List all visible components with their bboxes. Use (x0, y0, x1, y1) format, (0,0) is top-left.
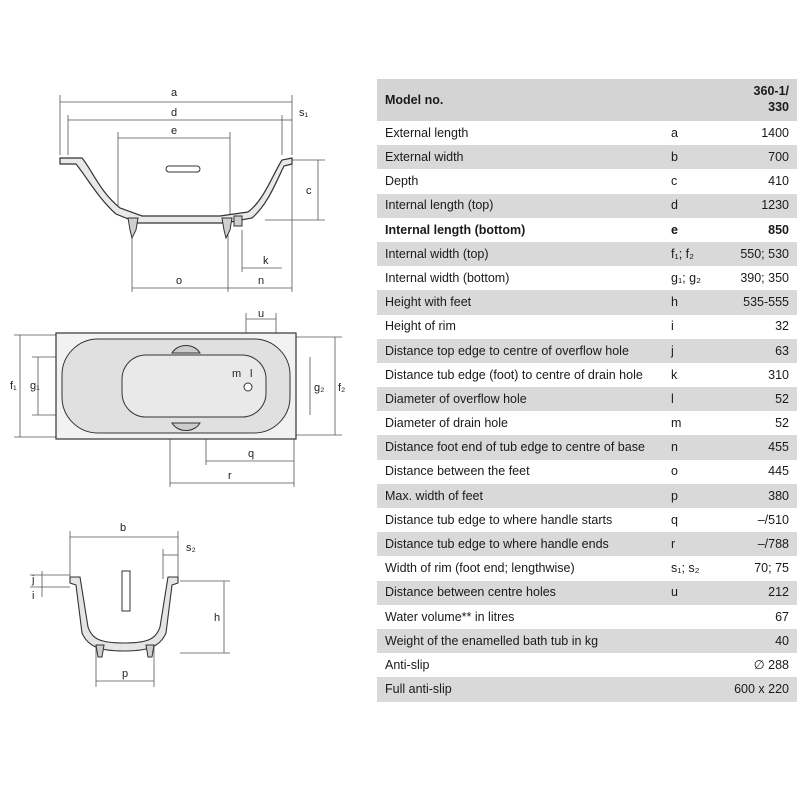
row-label: Internal width (bottom) (377, 266, 667, 290)
dim-label-b: b (120, 522, 127, 534)
table-row (377, 121, 797, 145)
dim-label-i: i (32, 590, 35, 602)
table-row (377, 242, 797, 266)
row-label: Full anti-slip (377, 677, 667, 701)
dim-label-m: m (232, 368, 242, 380)
side-elevation-drawing (20, 80, 340, 295)
dim-label-j: j (32, 574, 35, 586)
table-row (377, 218, 797, 242)
row-value: 310 (713, 363, 797, 387)
table-row (377, 581, 797, 605)
row-label: Weight of the enamelled bath tub in kg (377, 629, 667, 653)
row-value: 52 (713, 411, 797, 435)
dim-label-g2: g₂ (314, 382, 325, 394)
table-row (377, 169, 797, 193)
dim-label-g1: g₁ (30, 380, 40, 392)
model-number: 360-1/ 330 (753, 84, 789, 114)
row-value: 410 (713, 169, 797, 193)
row-symbol: r (667, 532, 713, 556)
row-value: 40 (713, 629, 797, 653)
specification-table (377, 79, 797, 702)
row-value: 1230 (713, 194, 797, 218)
table-row (377, 677, 797, 701)
table-header-row (377, 79, 797, 121)
end-elevation-drawing (30, 515, 240, 695)
row-symbol: k (667, 363, 713, 387)
header-model-label: Model no. (377, 79, 667, 121)
row-label: Internal width (top) (377, 242, 667, 266)
row-symbol: g₁; g₂ (667, 266, 713, 290)
dim-label-a: a (171, 87, 178, 99)
row-symbol: s₁; s₂ (667, 556, 713, 580)
dim-label-d: d (171, 107, 178, 119)
row-symbol: f₁; f₂ (667, 242, 713, 266)
row-value: –/510 (713, 508, 797, 532)
dim-label-o: o (176, 275, 183, 287)
dim-label-q: q (248, 448, 255, 460)
row-symbol: j (667, 339, 713, 363)
dim-label-h: h (214, 612, 221, 624)
row-label: Height with feet (377, 290, 667, 314)
row-label: Diameter of drain hole (377, 411, 667, 435)
row-symbol (667, 629, 713, 653)
row-label: Distance between centre holes (377, 581, 667, 605)
row-value: 70; 75 (713, 556, 797, 580)
row-label: Anti-slip (377, 653, 667, 677)
row-label: Max. width of feet (377, 484, 667, 508)
dim-label-c: c (306, 185, 312, 197)
dim-label-f2: f₂ (338, 382, 346, 394)
row-value: 32 (713, 315, 797, 339)
table-row (377, 605, 797, 629)
row-symbol: b (667, 145, 713, 169)
row-value: 700 (713, 145, 797, 169)
row-symbol: n (667, 435, 713, 459)
row-value: –/788 (713, 532, 797, 556)
row-symbol: o (667, 460, 713, 484)
row-value: 67 (713, 605, 797, 629)
row-label: Distance foot end of tub edge to centre of base (377, 435, 667, 459)
table-row (377, 508, 797, 532)
table-row (377, 653, 797, 677)
row-label: Water volume** in litres (377, 605, 667, 629)
row-value: 390; 350 (713, 266, 797, 290)
row-value: 600 x 220 (713, 677, 797, 701)
row-label: Distance tub edge to where handle ends (377, 532, 667, 556)
table-row (377, 315, 797, 339)
row-label: Width of rim (foot end; lengthwise) (377, 556, 667, 580)
top-plan-drawing (10, 305, 350, 500)
row-value: 52 (713, 387, 797, 411)
row-symbol: d (667, 194, 713, 218)
dim-label-k: k (263, 255, 269, 267)
table-row (377, 411, 797, 435)
row-label: Distance tub edge to where handle starts (377, 508, 667, 532)
row-value: 63 (713, 339, 797, 363)
table-row (377, 339, 797, 363)
header-model-value (713, 79, 797, 121)
dim-label-e: e (171, 125, 178, 137)
row-symbol: m (667, 411, 713, 435)
header-symbol-cell (667, 79, 713, 121)
row-symbol: p (667, 484, 713, 508)
dim-label-l: l (250, 368, 253, 380)
row-value: 850 (713, 218, 797, 242)
table-row (377, 145, 797, 169)
row-value: 1400 (713, 121, 797, 145)
row-label: External length (377, 121, 667, 145)
table-row (377, 460, 797, 484)
row-label: Internal length (bottom) (377, 218, 667, 242)
dim-label-f1: f₁ (10, 380, 17, 392)
dim-label-u: u (258, 308, 265, 320)
row-symbol (667, 677, 713, 701)
row-value: 535-555 (713, 290, 797, 314)
row-symbol: e (667, 218, 713, 242)
table-row (377, 435, 797, 459)
dim-label-r: r (228, 470, 232, 482)
dim-label-n: n (258, 275, 265, 287)
dim-label-p: p (122, 668, 129, 680)
row-label: Distance tub edge (foot) to centre of drain hole (377, 363, 667, 387)
dim-label-s1: s₁ (299, 107, 309, 119)
row-label: External width (377, 145, 667, 169)
row-symbol (667, 653, 713, 677)
row-value: 212 (713, 581, 797, 605)
row-value: 455 (713, 435, 797, 459)
row-label: Internal length (top) (377, 194, 667, 218)
row-symbol: a (667, 121, 713, 145)
row-value: 445 (713, 460, 797, 484)
table-row (377, 484, 797, 508)
dim-label-s2: s₂ (186, 542, 196, 554)
row-symbol: h (667, 290, 713, 314)
row-symbol: l (667, 387, 713, 411)
table-row (377, 387, 797, 411)
table-row (377, 290, 797, 314)
table-row (377, 629, 797, 653)
row-symbol: c (667, 169, 713, 193)
table-row (377, 363, 797, 387)
row-value: ∅ 288 (713, 653, 797, 677)
row-label: Height of rim (377, 315, 667, 339)
table-row (377, 194, 797, 218)
row-label: Distance top edge to centre of overflow hole (377, 339, 667, 363)
row-label: Diameter of overflow hole (377, 387, 667, 411)
table-row (377, 556, 797, 580)
row-label: Distance between the feet (377, 460, 667, 484)
table-row (377, 532, 797, 556)
row-label: Depth (377, 169, 667, 193)
row-symbol: q (667, 508, 713, 532)
row-symbol (667, 605, 713, 629)
row-value: 380 (713, 484, 797, 508)
table-row (377, 266, 797, 290)
row-symbol: u (667, 581, 713, 605)
row-value: 550; 530 (713, 242, 797, 266)
row-symbol: i (667, 315, 713, 339)
